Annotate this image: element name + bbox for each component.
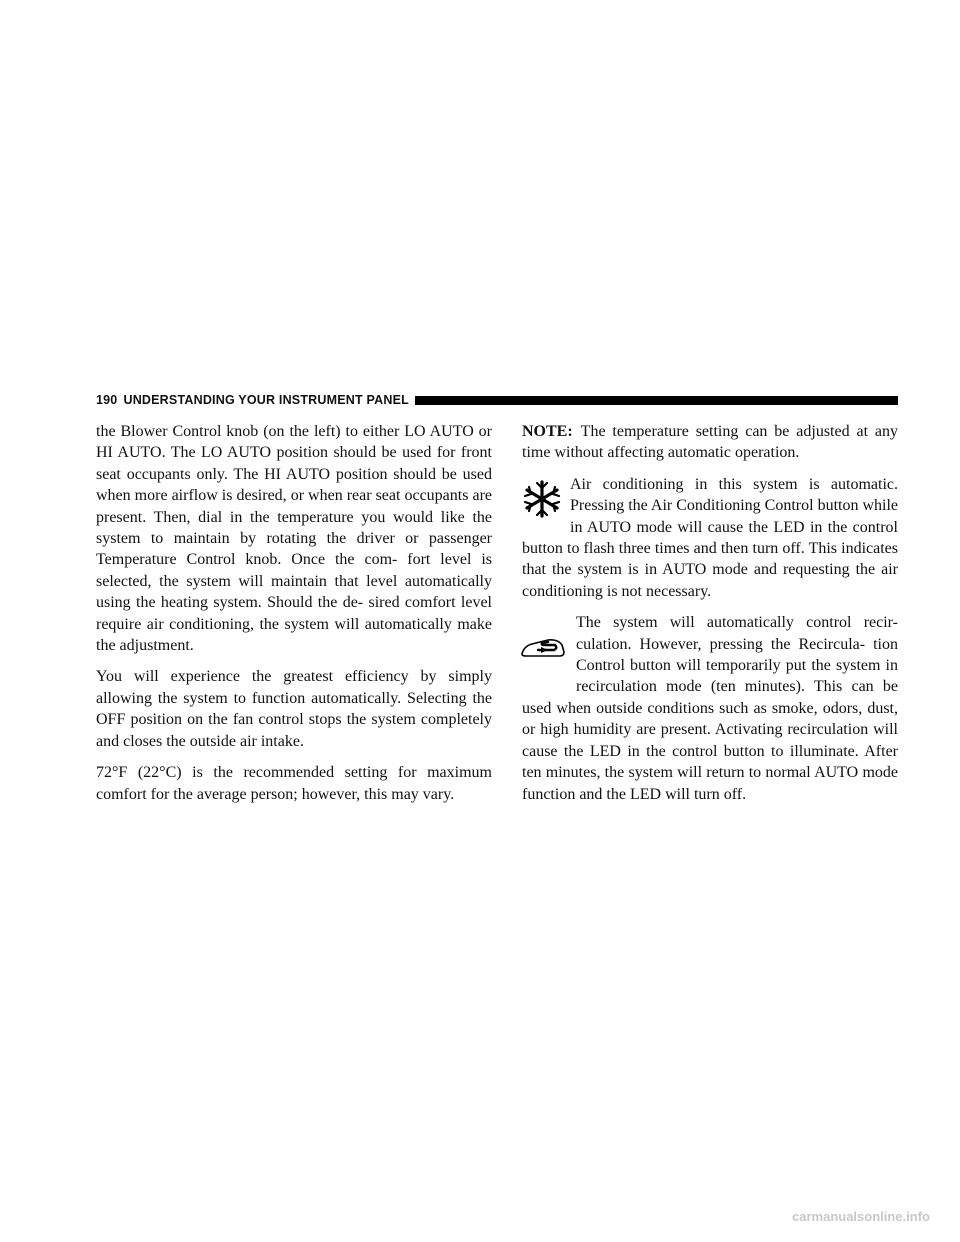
- ac-text: Air conditioning in this system is automatic. Pressing the Air Conditioning Control button while in AUTO mode will cause the LED in the control button to flash three times and then turn off. This indicates that the system is in AUTO mode and requesting the air conditioning is not necessary.: [522, 475, 898, 600]
- header-bar: [415, 396, 898, 405]
- left-column: [96, 421, 492, 815]
- note-text: The temperature setting can be adjusted at any time without affecting automatic operation.: [522, 423, 898, 462]
- paragraph-blower-control: the Blower Control knob (on the left) to either LO AUTO or HI AUTO. The LO AUTO position should be used for front seat occupants only. The HI AUTO position should be used when more airflow is desired, or when rear seat occupants are present. Then, dial in the temperature you would like the system to maintain by rotating the driver or passenger Temperature Control knob. Once the com- fort level is selected, the system will maintain that level automatically using the heating system. Should the de- sired comfort level require air conditioning, the system will automatically make the adjustment.: [96, 423, 492, 655]
- section-title: UNDERSTANDING YOUR INSTRUMENT PANEL: [123, 393, 409, 407]
- page-header: [96, 393, 898, 407]
- paragraph-air-conditioning: [522, 474, 898, 602]
- paragraph-recirculation: [522, 612, 898, 805]
- paragraph-efficiency: You will experience the greatest efficiency by simply allowing the system to function automatically. Selecting the OFF position on the fan control stops the system completely and closes the outside air intake.: [96, 668, 492, 750]
- page-number: 190: [96, 393, 118, 407]
- note-paragraph: [522, 421, 898, 464]
- recirc-text: The system will automatically control recir- culation. However, pressing the Recircula- tion Control button will temporarily put the system in recirculation mode (ten minutes). This can be used when outside conditions such as smoke, odors, dust, or high humidity are present. Activating recirculation will cause the LED in the control button to illuminate. After ten minutes, the system will return to normal AUTO mode function and the LED will turn off.: [522, 614, 898, 803]
- recirculation-car-icon: [518, 612, 568, 678]
- snowflake-icon: [522, 477, 562, 533]
- paragraph-recommended-setting: 72°F (22°C) is the recommended setting for maximum comfort for the average person; however, this may vary.: [96, 764, 492, 803]
- right-column: [522, 421, 898, 815]
- note-label: NOTE:: [522, 423, 573, 440]
- watermark: carmanualsonline.info: [792, 1209, 930, 1224]
